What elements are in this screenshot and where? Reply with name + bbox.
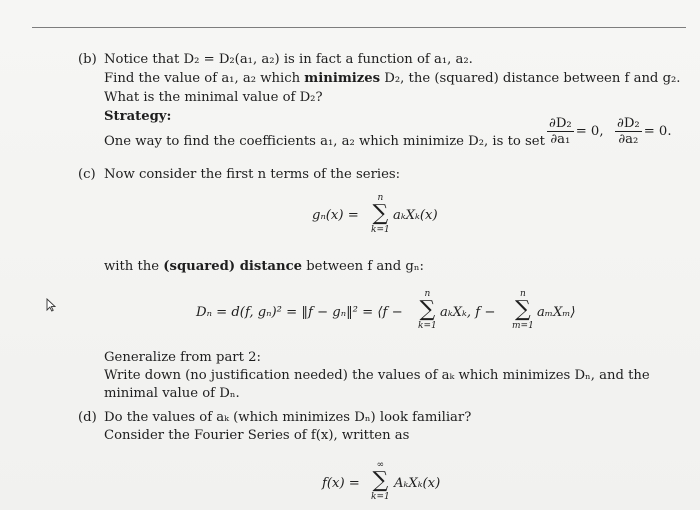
series-sum-bottom: k=1: [371, 225, 390, 235]
part-b-label: (b): [78, 52, 97, 67]
part-b-line1: Notice that D₂ = D₂(a₁, a₂) is in fact a function of a₁, a₂.: [104, 52, 473, 67]
part-d-line1: Do the values of aₖ (which minimizes Dₙ) look familiar?: [104, 410, 472, 425]
part-b-line2-pre: Find the value of a₁, a₂ which: [104, 71, 305, 86]
part-b-line2-post: D₂, the (squared) distance between f and g₂.: [380, 71, 681, 86]
fourier-summation: [371, 460, 390, 502]
fourier-rhs: AₖXₖ(x): [394, 476, 441, 491]
generalize-line2: Write down (no justification needed) the values of aₖ which minimizes Dₙ, and the: [104, 368, 650, 383]
part-d-line2: Consider the Fourier Series of f(x), written as: [104, 428, 410, 443]
part-c-label: (c): [78, 167, 96, 182]
partial-fraction-1-den: ∂a₁: [550, 132, 571, 147]
partial-fraction-2: [615, 116, 642, 147]
distance-intro-bold: (squared) distance: [163, 259, 302, 274]
dn-end: aₘXₘ⟩: [537, 305, 576, 320]
partial-fraction-1: [547, 116, 574, 147]
generalize-line3: minimal value of Dₙ.: [104, 386, 240, 401]
part-b-line3: What is the minimal value of D₂?: [104, 90, 323, 105]
part-c-line1: Now consider the first n terms of the series:: [104, 167, 401, 182]
partial-fraction-1-num: ∂D₂: [549, 116, 572, 131]
dn-sum1-top: n: [424, 289, 431, 299]
partial-fraction-2-den: ∂a₂: [618, 132, 639, 147]
part-b-line2: [104, 70, 681, 88]
sigma-symbol: ∑: [515, 297, 531, 322]
mouse-cursor-icon: [46, 298, 56, 312]
top-divider: [32, 27, 686, 28]
fourier-lhs: f(x) =: [322, 476, 360, 491]
sigma-symbol: ∑: [372, 468, 389, 493]
sigma-symbol: ∑: [419, 297, 436, 322]
series-lhs: gₙ(x) =: [312, 208, 359, 223]
distance-intro-post: between f and gₙ:: [302, 259, 424, 274]
dn-mid: aₖXₖ, f −: [440, 305, 496, 320]
dn-sum1-bottom: k=1: [418, 321, 437, 331]
part-d-label: (d): [78, 410, 97, 425]
dn-sum2-bottom: m=1: [512, 321, 534, 331]
fourier-sum-bottom: k=1: [371, 492, 390, 502]
generalize-line1: Generalize from part 2:: [104, 350, 261, 365]
partial-eq-1-rhs: = 0,: [575, 124, 604, 139]
strategy-text: One way to find the coefficients a₁, a₂ which minimize D₂, is to set: [104, 134, 545, 149]
strategy-heading: Strategy:: [104, 109, 172, 124]
sigma-symbol: ∑: [372, 201, 389, 226]
partial-eq-2: [613, 116, 672, 147]
distance-intro-pre: with the: [104, 259, 164, 274]
dn-sum2-top: n: [520, 289, 526, 299]
dn-summation-1: [418, 289, 437, 331]
distance-intro: [104, 258, 424, 276]
dn-lhs: Dₙ = d(f, gₙ)² = ‖f − gₙ‖² = ⟨f −: [196, 305, 403, 320]
series-sum-top: n: [377, 193, 384, 203]
fourier-sum-top: ∞: [376, 460, 385, 470]
series-rhs: aₖXₖ(x): [393, 208, 438, 223]
partial-eq-2-rhs: = 0.: [643, 124, 672, 139]
series-summation: [371, 193, 390, 235]
partial-fraction-2-num: ∂D₂: [617, 116, 640, 131]
dn-summation-2: [512, 289, 534, 331]
partial-eq-1: [545, 116, 604, 147]
part-b-line2-bold: minimizes: [304, 71, 381, 86]
